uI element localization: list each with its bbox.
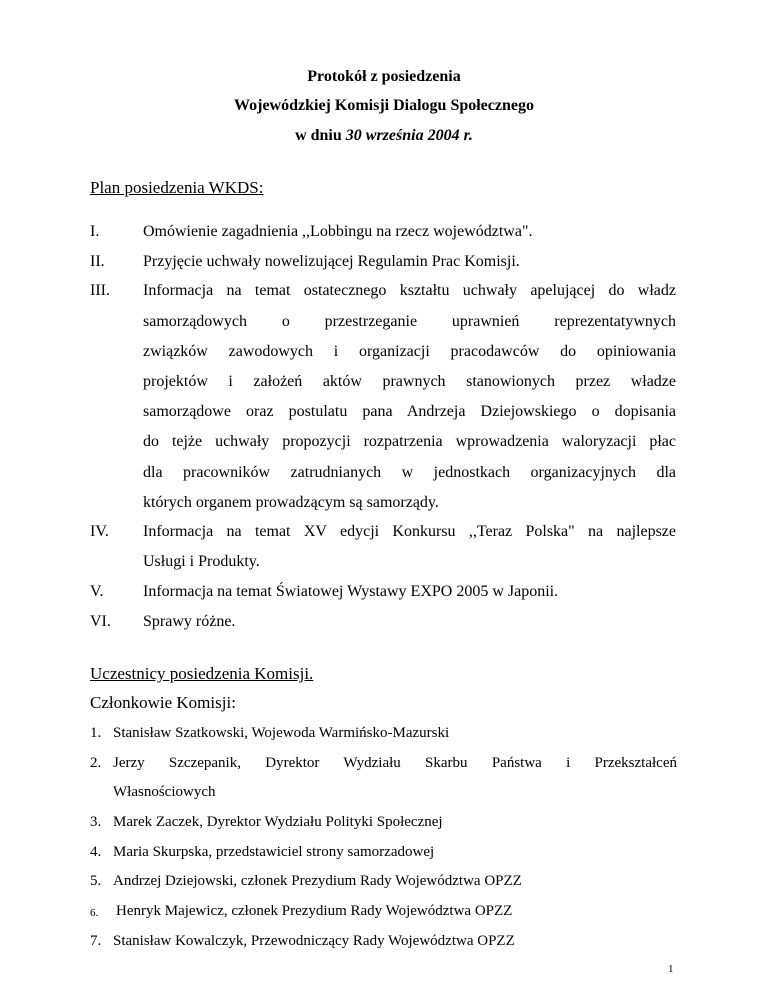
plan-item-text: Przyjęcie uchwały nowelizującej Regulamin Prac Komisji. (143, 253, 520, 270)
members-subheading: Członkowie Komisji: (90, 693, 236, 712)
member-entry-line: Jerzy Szczepanik, Dyrektor Wydziału Skarbu Państwa i Przekształceń (113, 755, 677, 771)
plan-item-text-line: samorządowe oraz postulatu pana Andrzeja Dziejowskiego o dopisania (143, 403, 676, 420)
plan-item-text: Sprawy różne. (143, 613, 236, 630)
plan-item-text-line: Informacja na temat ostatecznego kształtu uchwały apelującej do władz (143, 282, 676, 299)
member-entry-line: Własnościowych (113, 784, 216, 800)
plan-heading: Plan posiedzenia WKDS: (90, 178, 264, 197)
member-number: 7. (90, 933, 102, 949)
document-title-line2: Wojewódzkiej Komisji Dialogu Społecznego (234, 97, 534, 114)
plan-item-text-line: związków zawodowych i organizacji pracodawców do opiniowania (143, 343, 676, 360)
plan-item-text-line: samorządowych o przestrzeganie uprawnień reprezentatywnych (143, 313, 676, 330)
member-number: 3. (90, 814, 102, 830)
plan-item-text-line: których organem prowadzącym są samorządy. (143, 494, 439, 511)
member-entry: Stanisław Szatkowski, Wojewoda Warmińsko-Mazurski (113, 725, 450, 741)
page-number: 1 (668, 963, 674, 975)
document-date-line (0, 127, 768, 145)
document-title-line1: Protokół z posiedzenia (307, 68, 461, 85)
member-number: 4. (90, 844, 102, 860)
plan-item-text-line: Usługi i Produkty. (143, 553, 260, 570)
plan-item-text-line: projektów i założeń aktów prawnych stanowionych przez władze (143, 373, 676, 390)
plan-item-number: VI. (90, 613, 111, 630)
plan-item-text-line: dla pracowników zatrudnianych w jednostkach organizacyjnych dla (143, 464, 676, 481)
member-entry: Henryk Majewicz, członek Prezydium Rady Województwa OPZZ (116, 903, 513, 919)
member-entry: Maria Skurpska, przedstawiciel strony samorzadowej (113, 844, 435, 860)
plan-item-number: I. (90, 223, 100, 240)
meeting-date: 30 września 2004 r. (345, 127, 473, 144)
member-number: 5. (90, 873, 102, 889)
date-prefix: w dniu (295, 127, 346, 144)
member-number: 1. (90, 725, 102, 741)
plan-item-number: III. (90, 282, 110, 299)
plan-item-text: Informacja na temat Światowej Wystawy EXPO 2005 w Japonii. (143, 583, 559, 600)
member-number: 2. (90, 755, 102, 771)
member-entry: Stanisław Kowalczyk, Przewodniczący Rady Województwa OPZZ (113, 933, 515, 949)
participants-heading: Uczestnicy posiedzenia Komisji. (90, 664, 314, 683)
plan-item-number: II. (90, 253, 105, 270)
member-entry: Andrzej Dziejowski, członek Prezydium Rady Województwa OPZZ (113, 873, 522, 889)
plan-item-number: IV. (90, 523, 109, 540)
plan-item-text-line: do tejże uchwały propozycji rozpatrzenia wprowadzenia waloryzacji płac (143, 433, 676, 450)
plan-item-number: V. (90, 583, 104, 600)
member-number: 6. (90, 907, 99, 919)
plan-item-text-line: Informacja na temat XV edycji Konkursu ,,Teraz Polska" na najlepsze (143, 523, 676, 540)
plan-item-text: Omówienie zagadnienia ,,Lobbingu na rzecz województwa". (143, 223, 533, 240)
member-entry: Marek Zaczek, Dyrektor Wydziału Polityki Społecznej (113, 814, 443, 830)
